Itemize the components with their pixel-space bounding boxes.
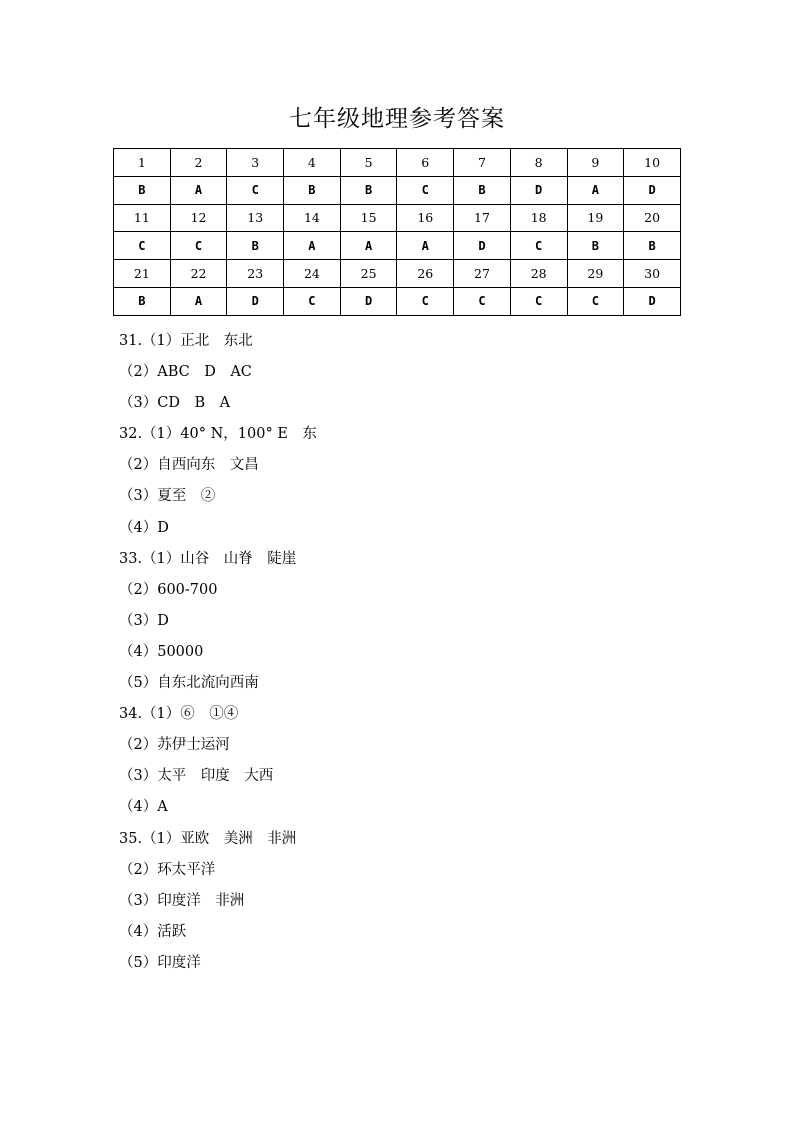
- answer-list: [119, 328, 719, 981]
- question-number-cell: 10: [624, 149, 681, 177]
- question-number-cell: 14: [284, 204, 341, 232]
- question-number-cell: 28: [510, 260, 567, 288]
- answer-line: （3）夏至 ②: [119, 488, 216, 505]
- answer-line: （2）ABC D AC: [119, 364, 252, 381]
- answer-cell: D: [454, 232, 511, 260]
- answer-row: [114, 176, 681, 204]
- answer-cell: A: [397, 232, 454, 260]
- question-number-cell: 11: [114, 204, 171, 232]
- question-number-cell: 1: [114, 149, 171, 177]
- answer-table: [113, 148, 681, 316]
- answer-line: （5）自东北流向西南: [119, 675, 259, 692]
- answer-line: 34.（1）⑥ ①④: [119, 706, 239, 723]
- answer-line: （5）印度洋: [119, 954, 201, 971]
- answer-cell: D: [340, 287, 397, 315]
- answer-cell: C: [114, 232, 171, 260]
- answer-row: [114, 287, 681, 315]
- answer-cell: C: [397, 287, 454, 315]
- answer-cell: B: [284, 176, 341, 204]
- answer-line: （3）D: [119, 612, 169, 629]
- question-number-cell: 24: [284, 260, 341, 288]
- answer-line: （2）600-700: [119, 581, 218, 598]
- answer-cell: C: [510, 232, 567, 260]
- question-number-cell: 21: [114, 260, 171, 288]
- answer-cell: B: [227, 232, 284, 260]
- answer-cell: D: [624, 287, 681, 315]
- answer-row: [114, 232, 681, 260]
- question-number-cell: 4: [284, 149, 341, 177]
- answer-line: （2）环太平洋: [119, 861, 216, 878]
- question-number-cell: 29: [567, 260, 624, 288]
- question-number-row: [114, 149, 681, 177]
- question-number-cell: 6: [397, 149, 454, 177]
- answer-cell: C: [397, 176, 454, 204]
- question-number-cell: 2: [170, 149, 227, 177]
- answer-cell: B: [114, 176, 171, 204]
- answer-line: （2）自西向东 文昌: [119, 457, 259, 474]
- question-number-cell: 19: [567, 204, 624, 232]
- question-number-cell: 27: [454, 260, 511, 288]
- answer-cell: B: [454, 176, 511, 204]
- answer-line: （2）苏伊士运河: [119, 737, 230, 754]
- answer-cell: D: [624, 176, 681, 204]
- question-number-cell: 7: [454, 149, 511, 177]
- answer-cell: C: [227, 176, 284, 204]
- question-number-row: [114, 260, 681, 288]
- question-number-cell: 12: [170, 204, 227, 232]
- answer-line: （4）D: [119, 519, 169, 536]
- question-number-cell: 23: [227, 260, 284, 288]
- answer-cell: A: [284, 232, 341, 260]
- question-number-cell: 25: [340, 260, 397, 288]
- answer-cell: C: [170, 232, 227, 260]
- question-number-cell: 13: [227, 204, 284, 232]
- question-number-cell: 9: [567, 149, 624, 177]
- answer-cell: B: [624, 232, 681, 260]
- answer-line: （3）CD B A: [119, 395, 231, 412]
- question-number-row: [114, 204, 681, 232]
- answer-cell: A: [170, 176, 227, 204]
- question-number-cell: 16: [397, 204, 454, 232]
- answer-line: （3）印度洋 非洲: [119, 892, 245, 909]
- answer-line: （4）50000: [119, 643, 204, 660]
- answer-line: 35.（1）亚欧 美洲 非洲: [119, 830, 297, 847]
- answer-cell: D: [227, 287, 284, 315]
- question-number-cell: 8: [510, 149, 567, 177]
- question-number-cell: 3: [227, 149, 284, 177]
- question-number-cell: 18: [510, 204, 567, 232]
- answer-line: （4）活跃: [119, 923, 187, 940]
- question-number-cell: 26: [397, 260, 454, 288]
- answer-cell: A: [340, 232, 397, 260]
- answer-cell: A: [170, 287, 227, 315]
- answer-line: 32.（1）40° N，100° E 东: [119, 426, 317, 443]
- question-number-cell: 20: [624, 204, 681, 232]
- answer-cell: B: [340, 176, 397, 204]
- question-number-cell: 5: [340, 149, 397, 177]
- answer-cell: D: [510, 176, 567, 204]
- question-number-cell: 30: [624, 260, 681, 288]
- answer-line: 31.（1）正北 东北: [119, 333, 253, 349]
- answer-cell: A: [567, 176, 624, 204]
- answer-cell: C: [567, 287, 624, 315]
- answer-cell: C: [454, 287, 511, 315]
- answer-cell: C: [284, 287, 341, 315]
- question-number-cell: 17: [454, 204, 511, 232]
- answer-line: （3）太平 印度 大西: [119, 768, 274, 785]
- question-number-cell: 22: [170, 260, 227, 288]
- page-title: 七年级地理参考答案: [289, 106, 505, 132]
- question-number-cell: 15: [340, 204, 397, 232]
- answer-cell: B: [567, 232, 624, 260]
- answer-cell: C: [510, 287, 567, 315]
- answer-line: （4）A: [119, 799, 168, 816]
- answer-cell: B: [114, 287, 171, 315]
- answer-line: 33.（1）山谷 山脊 陡崖: [119, 550, 297, 567]
